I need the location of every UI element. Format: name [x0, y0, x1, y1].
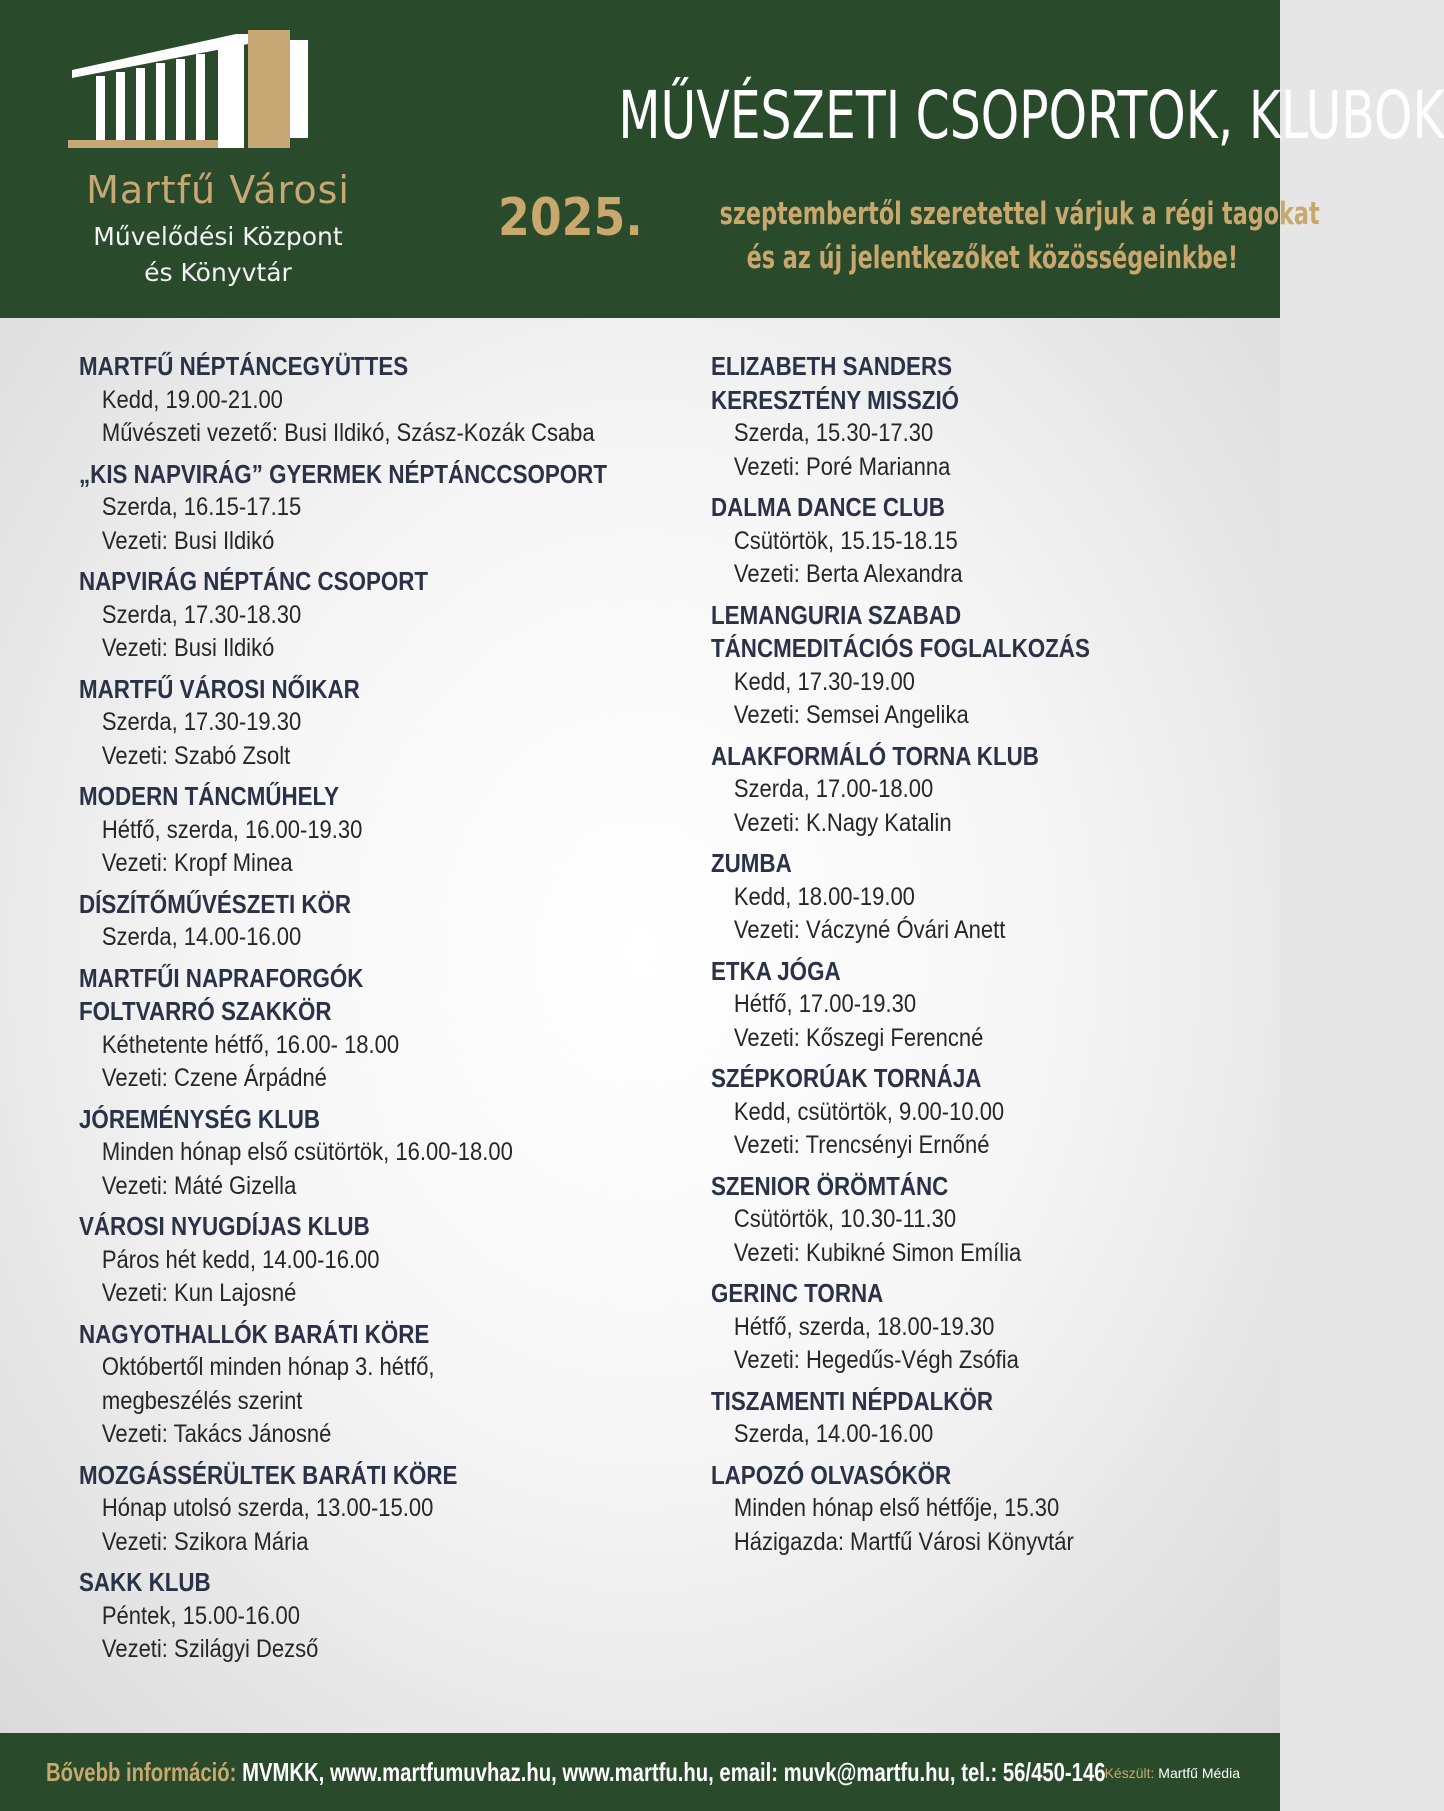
- group-detail: Szerda, 17.30-19.30: [101, 708, 302, 736]
- group-detail: Vezeti: Szabó Zsolt: [101, 741, 291, 770]
- group-detail: Vezeti: Busi Ildikó: [101, 634, 275, 662]
- group-title: LEMANGURIA SZABAD: [711, 599, 962, 630]
- tagline-line-2: és az új jelentkezőket közösségeinkbe!: [746, 240, 1238, 276]
- group-entry: [79, 1318, 679, 1452]
- group-title: KERESZTÉNY MISSZIÓ: [711, 384, 960, 415]
- group-detail: Vezeti: Kropf Minea: [101, 849, 293, 877]
- group-detail: Vezeti: Kubikné Simon Emília: [733, 1238, 1022, 1267]
- group-title: JÓREMÉNYSÉG KLUB: [79, 1103, 321, 1134]
- groups-list: [0, 318, 1280, 1733]
- group-title: LAPOZÓ OLVASÓKÖR: [711, 1459, 952, 1490]
- group-detail: Szerda, 17.30-18.30: [101, 600, 302, 629]
- group-detail: Kedd, 19.00-21.00: [101, 385, 283, 414]
- group-detail: Vezeti: Kőszegi Ferencné: [733, 1023, 984, 1052]
- group-entry: [711, 491, 1251, 592]
- group-detail: Csütörtök, 15.15-18.15: [733, 526, 958, 555]
- group-detail: Vezeti: Takács Jánosné: [101, 1420, 332, 1448]
- group-entry: [79, 458, 679, 559]
- group-title: „KIS NAPVIRÁG” GYERMEK NÉPTÁNCCSOPORT: [79, 458, 607, 489]
- page-title: MŰVÉSZETI CSOPORTOK, KLUBOK: [618, 77, 1444, 154]
- group-title: MODERN TÁNCMŰHELY: [79, 781, 340, 811]
- group-entry: [79, 350, 679, 451]
- group-entry: [711, 1277, 1251, 1378]
- group-detail: Páros hét kedd, 14.00-16.00: [101, 1245, 380, 1274]
- group-entry: [79, 673, 679, 774]
- group-detail: Hétfő, 17.00-19.30: [733, 990, 917, 1018]
- group-entry: [711, 1385, 1251, 1452]
- group-title: MARTFŰ VÁROSI NŐIKAR: [79, 673, 360, 704]
- group-detail: Szerda, 14.00-16.00: [733, 1420, 934, 1448]
- footer-info: [46, 1757, 1106, 1788]
- group-entry: [79, 780, 679, 881]
- logo-subtitle-2: és Könyvtár: [144, 258, 292, 287]
- group-detail: Vezeti: Semsei Angelika: [733, 701, 969, 729]
- group-detail: Csütörtök, 10.30-11.30: [733, 1205, 957, 1233]
- group-title: TÁNCMEDITÁCIÓS FOGLALKOZÁS: [711, 633, 1090, 663]
- group-title: MARTFŰI NAPRAFORGÓK: [79, 962, 364, 993]
- group-detail: Vezeti: Hegedűs-Végh Zsófia: [733, 1346, 1019, 1374]
- footer-info-label: Bővebb információ:: [46, 1757, 237, 1787]
- group-title: ELIZABETH SANDERS: [711, 351, 953, 381]
- group-detail: Hónap utolsó szerda, 13.00-15.00: [101, 1494, 434, 1522]
- group-detail: Vezeti: Trencsényi Ernőné: [733, 1131, 990, 1159]
- credit-text: Martfű Média: [1158, 1765, 1240, 1781]
- group-entry: [79, 1103, 679, 1204]
- group-entry: [711, 740, 1251, 841]
- group-title: SAKK KLUB: [79, 1567, 211, 1597]
- group-detail: Házigazda: Martfű Városi Könyvtár: [733, 1527, 1074, 1556]
- group-title: SZENIOR ÖRÖMTÁNC: [711, 1170, 949, 1201]
- group-detail: Szerda, 15.30-17.30: [733, 419, 934, 447]
- logo-name: Martfű Városi: [86, 168, 350, 212]
- group-title: ALAKFORMÁLÓ TORNA KLUB: [711, 740, 1039, 771]
- building-icon: [68, 26, 368, 156]
- group-detail: Szerda, 14.00-16.00: [101, 923, 302, 951]
- group-detail: Kedd, csütörtök, 9.00-10.00: [733, 1097, 1005, 1126]
- group-detail: Szerda, 16.15-17.15: [101, 493, 302, 521]
- group-title: NAPVIRÁG NÉPTÁNC CSOPORT: [79, 566, 429, 596]
- group-entry: [79, 1210, 679, 1311]
- group-detail: Októbertől minden hónap 3. hétfő,: [101, 1353, 435, 1381]
- left-column: [79, 350, 679, 1674]
- group-detail: Kedd, 18.00-19.00: [733, 882, 915, 911]
- group-detail: Vezeti: Szikora Mária: [101, 1527, 309, 1556]
- group-entry: [79, 565, 679, 666]
- header-banner: [0, 0, 1444, 318]
- footer-bar: [0, 1733, 1280, 1811]
- group-detail: Vezeti: Váczyné Óvári Anett: [733, 916, 1006, 944]
- logo-subtitle-1: Művelődési Központ: [93, 222, 343, 251]
- group-detail: Vezeti: Poré Marianna: [733, 452, 951, 481]
- group-detail: Vezeti: Máté Gizella: [101, 1171, 297, 1200]
- group-entry: [711, 599, 1251, 733]
- group-entry: [711, 350, 1251, 484]
- group-detail: Szerda, 17.00-18.00: [733, 775, 934, 803]
- year-label: 2025.: [498, 188, 643, 248]
- group-title: FOLTVARRÓ SZAKKÖR: [79, 996, 332, 1026]
- group-title: TISZAMENTI NÉPDALKÖR: [711, 1385, 993, 1416]
- group-detail: Vezeti: Busi Ildikó: [101, 526, 275, 555]
- group-entry: [79, 888, 679, 955]
- group-detail: Vezeti: Berta Alexandra: [733, 560, 963, 588]
- footer-info-text: MVMKK, www.martfumuvhaz.hu, www.martfu.hu, email: muvk@martfu.hu, tel.: 56/450-146: [242, 1757, 1106, 1787]
- group-detail: Vezeti: Czene Árpádné: [101, 1064, 327, 1092]
- group-title: VÁROSI NYUGDÍJAS KLUB: [79, 1211, 370, 1241]
- group-detail: Művészeti vezető: Busi Ildikó, Szász-Kozák Csaba: [101, 419, 595, 447]
- group-title: DÍSZÍTŐMŰVÉSZETI KÖR: [79, 888, 352, 919]
- credit: [1105, 1765, 1240, 1781]
- group-entry: [711, 1170, 1251, 1271]
- group-title: DALMA DANCE CLUB: [711, 492, 945, 522]
- group-detail: Vezeti: K.Nagy Katalin: [733, 808, 952, 837]
- group-entry: [79, 1566, 679, 1667]
- group-entry: [711, 955, 1251, 1056]
- group-detail: Hétfő, szerda, 16.00-19.30: [101, 815, 363, 844]
- group-detail: Minden hónap első hétfője, 15.30: [733, 1494, 1060, 1522]
- group-title: SZÉPKORÚAK TORNÁJA: [711, 1063, 982, 1093]
- group-entry: [711, 847, 1251, 948]
- tagline-line-1: szeptembertől szeretettel várjuk a régi tagokat: [719, 196, 1320, 232]
- group-detail: Vezeti: Kun Lajosné: [101, 1279, 297, 1307]
- group-title: NAGYOTHALLÓK BARÁTI KÖRE: [79, 1318, 430, 1349]
- group-title: MOZGÁSSÉRÜLTEK BARÁTI KÖRE: [79, 1459, 458, 1490]
- group-detail: Péntek, 15.00-16.00: [101, 1601, 301, 1630]
- group-entry: [79, 1459, 679, 1560]
- group-title: MARTFŰ NÉPTÁNCEGYÜTTES: [79, 351, 409, 381]
- right-column: [711, 350, 1251, 1566]
- group-entry: [79, 962, 679, 1096]
- group-detail: Kéthetente hétfő, 16.00- 18.00: [101, 1030, 400, 1059]
- group-detail: Kedd, 17.30-19.00: [733, 667, 915, 696]
- group-detail: Vezeti: Szilágyi Dezső: [101, 1635, 319, 1663]
- group-entry: [711, 1459, 1251, 1560]
- logo: [68, 26, 368, 296]
- group-title: GERINC TORNA: [711, 1278, 884, 1308]
- group-title: ZUMBA: [711, 848, 792, 878]
- credit-label: Készült:: [1104, 1765, 1155, 1781]
- group-detail: megbeszélés szerint: [101, 1386, 303, 1415]
- group-entry: [711, 1062, 1251, 1163]
- group-detail: Minden hónap első csütörtök, 16.00-18.00: [101, 1138, 513, 1166]
- group-title: ETKA JÓGA: [711, 955, 841, 986]
- group-detail: Hétfő, szerda, 18.00-19.30: [733, 1312, 995, 1341]
